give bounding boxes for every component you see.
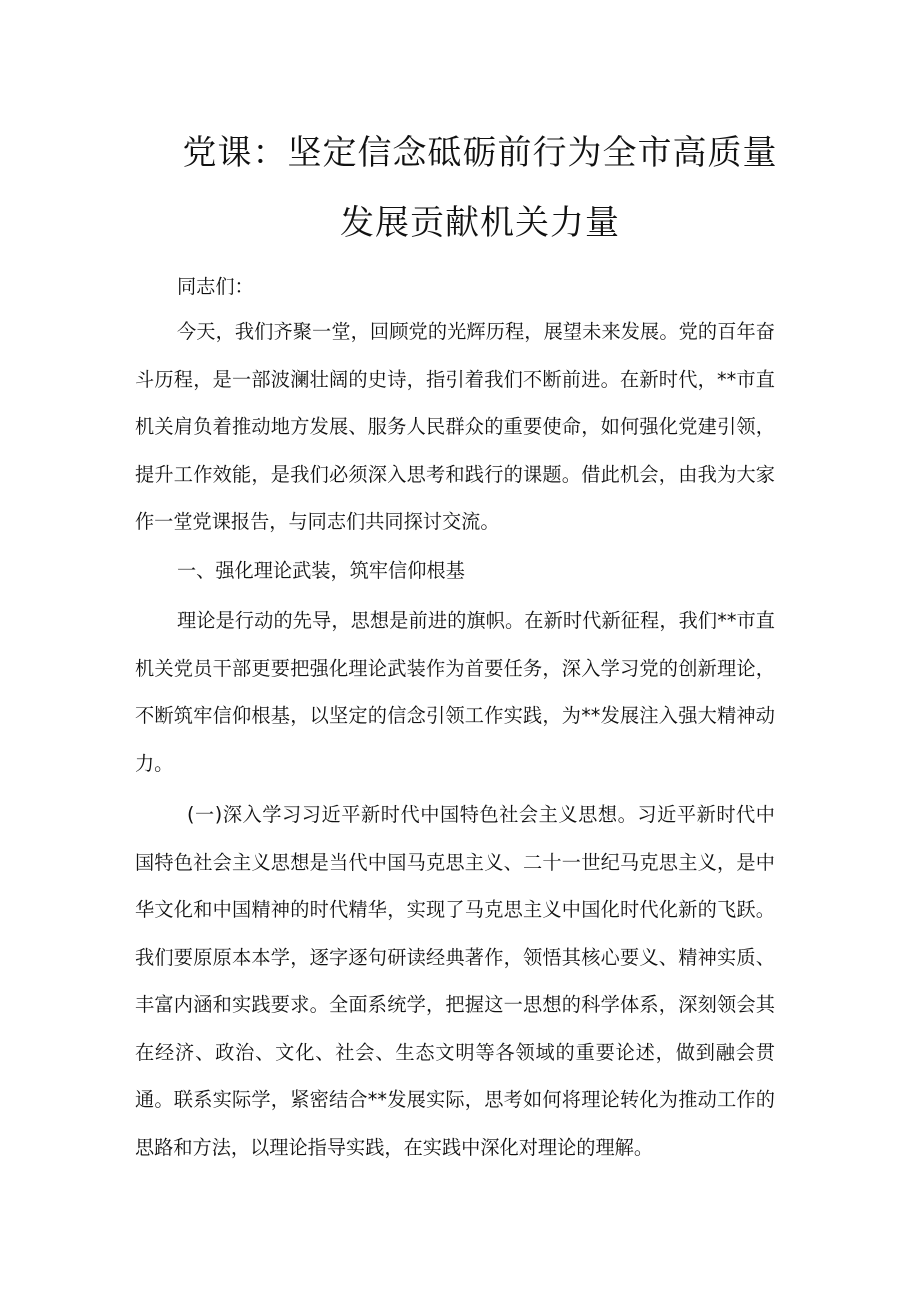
section-heading-1: 一、强化理论武装，筑牢信仰根基 [177, 559, 465, 582]
paragraph-intro: 今天，我们齐聚一堂，回顾党的光辉历程，展望未来发展。党的百年奋斗历程，是一部波澜壮阔的史诗，指引着我们不断前进。在新时代，**市直机关肩负着推动地方发展、服务人民群众的重要使命，如何强化党建引领，提升工作效能，是我们必须深入思考和践行的课题。借此机会，由我为大家作一堂党课报告，与同志们共同探讨交流。 [135, 320, 775, 533]
greeting: 同志们： [177, 275, 254, 298]
paragraph-subsection-1: (一)深入学习习近平新时代中国特色社会主义思想。习近平新时代中国特色社会主义思想是当代中国马克思主义、二十一世纪马克思主义，是中华文化和中国精神的时代精华，实现了马克思主义中国化时代化新的飞跃。我们要原原本本学，逐字逐句研读经典著作，领悟其核心要义、精神实质、丰富内涵和实践要求。全面系统学，把握这一思想的科学体系，深刻领会其在经济、政治、文化、社会、生态文明等各领域的重要论述，做到融会贯通。联系实际学，紧密结合**发展实际，思考如何将理论转化为推动工作的思路和方法，以理论指导实践，在实践中深化对理论的理解。 [135, 803, 775, 1159]
title-line-2: 发展贡献机关力量 [340, 203, 620, 243]
paragraph-theory: 理论是行动的先导，思想是前进的旗帜。在新时代新征程，我们**市直机关党员干部更要把强化理论武装作为首要任务，深入学习党的创新理论，不断筑牢信仰根基，以坚定的信念引领工作实践，为**发展注入强大精神动力。 [135, 609, 775, 775]
title-line-1: 党课：坚定信念砥砺前行为全市高质量 [182, 133, 778, 173]
